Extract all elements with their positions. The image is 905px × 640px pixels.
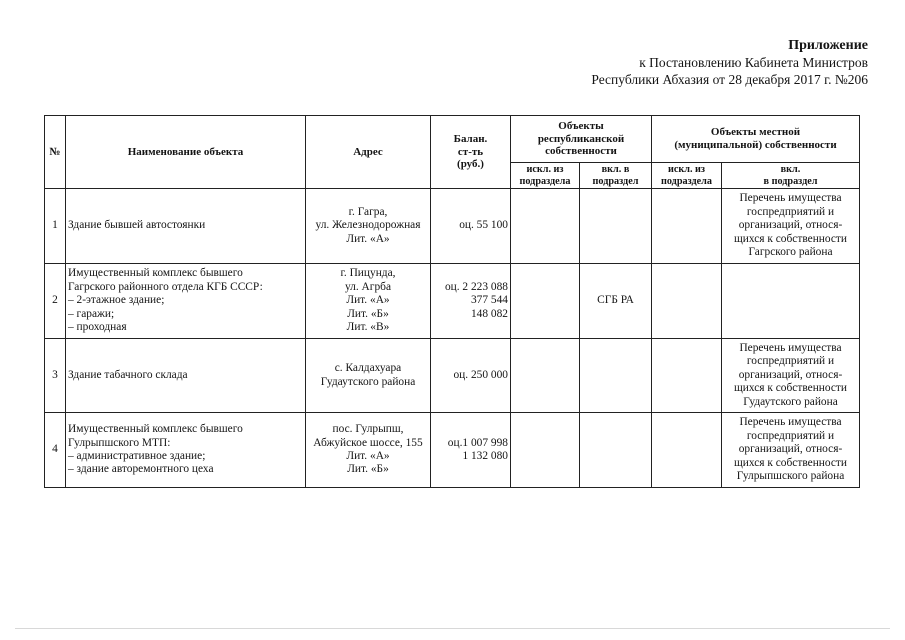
mun-excluded [652,264,722,339]
header-line-1: к Постановлению Кабинета Министров [639,55,868,70]
row-number: 4 [45,413,66,488]
appendix-title: Приложение [788,38,868,53]
page-scan-edge [15,628,890,629]
table-row [45,264,860,339]
object-address: пос. Гулрыпш, Абжуйское шоссе, 155 Лит. «А» Лит. «Б» [306,413,431,488]
object-address: г. Гагра, ул. Железнодорожная Лит. «А» [306,189,431,264]
object-address: с. Калдахуара Гудаутского района [306,339,431,413]
rep-excluded [511,264,580,339]
balance-value: оц. 55 100 [431,189,511,264]
table-row [45,189,860,264]
mun-included: Перечень имущества госпредприятий и организаций, относя- щихся к собственности Гагрского района [722,189,860,264]
col-num-header: № [45,116,66,189]
balance-value: оц.1 007 998 1 132 080 [431,413,511,488]
header-row-1 [45,116,860,163]
col-address-header: Адрес [306,116,431,189]
col-balance-header: Балан. ст-ть (руб.) [431,116,511,189]
rep-included [580,189,652,264]
object-name: Имущественный комплекс бывшего Гагрского районного отдела КГБ СССР: – 2-этажное здание; – гаражи; – проходная [66,264,306,339]
rep-excluded [511,339,580,413]
header-line-2: Республики Абхазия от 28 декабря 2017 г. №206 [591,72,868,87]
table-row [45,413,860,488]
mun-excluded [652,189,722,264]
mun-excluded [652,413,722,488]
sub-mun-excl-header: искл. из подраздела [652,163,722,189]
balance-value: оц. 250 000 [431,339,511,413]
table-row [45,339,860,413]
object-name: Здание бывшей автостоянки [66,189,306,264]
rep-included [580,413,652,488]
row-number: 1 [45,189,66,264]
rep-included [580,339,652,413]
mun-included [722,264,860,339]
col-name-header: Наименование объекта [66,116,306,189]
table-body [45,189,860,488]
sub-rep-incl-header: вкл. в подраздел [580,163,652,189]
row-number: 2 [45,264,66,339]
mun-excluded [652,339,722,413]
balance-value: оц. 2 223 088 377 544 148 082 [431,264,511,339]
sub-mun-incl-header: вкл. в подраздел [722,163,860,189]
object-name: Имущественный комплекс бывшего Гулрыпшского МТП: – административное здание; – здание авторемонтного цеха [66,413,306,488]
group-republican-header: Объекты республиканской собственности [511,116,652,163]
mun-included: Перечень имущества госпредприятий и организаций, относя- щихся к собственности Гудаутского района [722,339,860,413]
group-municipal-header: Объекты местной (муниципальной) собственности [652,116,860,163]
row-number: 3 [45,339,66,413]
rep-included: СГБ РА [580,264,652,339]
rep-excluded [511,413,580,488]
object-address: г. Пицунда, ул. Агрба Лит. «А» Лит. «Б» Лит. «В» [306,264,431,339]
property-table [44,115,860,488]
sub-rep-excl-header: искл. из подраздела [511,163,580,189]
rep-excluded [511,189,580,264]
mun-included: Перечень имущества госпредприятий и организаций, относя- щихся к собственности Гулрыпшского района [722,413,860,488]
document-header [591,37,868,88]
object-name: Здание табачного склада [66,339,306,413]
